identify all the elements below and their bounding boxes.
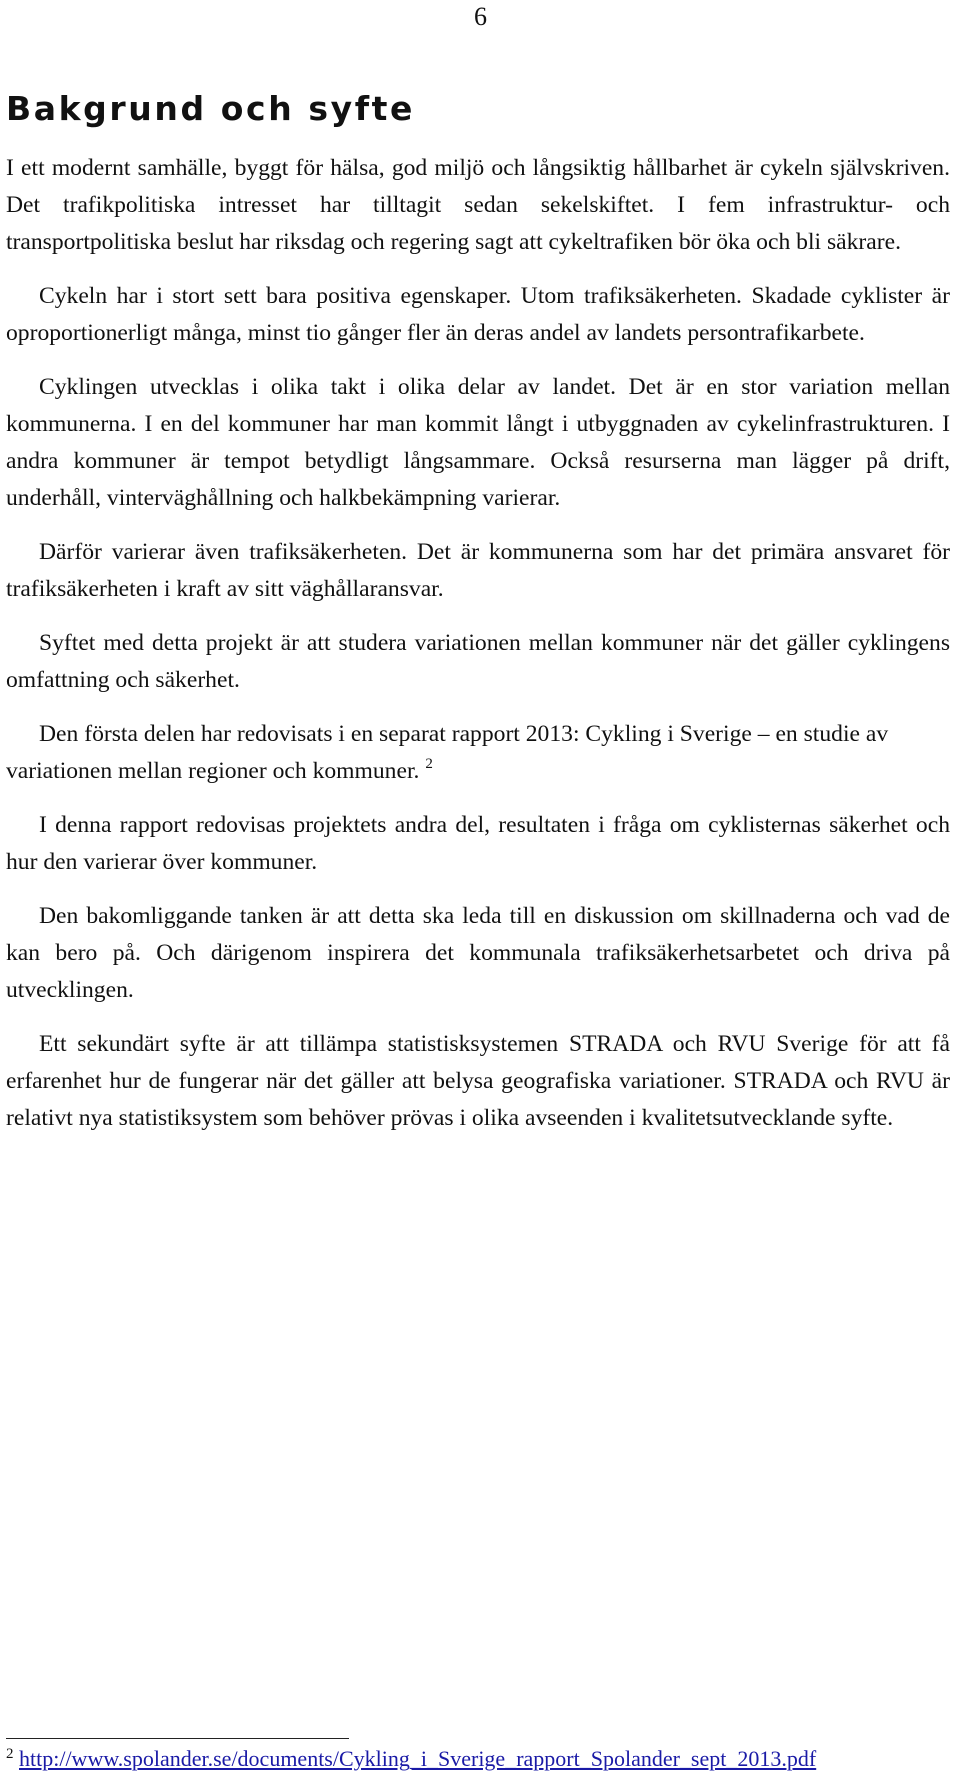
- paragraph-intro: I ett modernt samhälle, byggt för hälsa, god miljö och långsiktig hållbarhet är cykeln självskriven. Det trafikpolitiska intresset har tilltagit sedan sekelskiftet. I fem infrastruktur- och transportpolitiska beslut har riksdag och regering sagt att cykeltrafiken bör öka och bli säkrare.: [6, 155, 950, 255]
- footnote-reference: 2: [425, 756, 433, 772]
- paragraph-variation: Cyklingen utvecklas i olika takt i olika delar av landet. Det är en stor variation mellan kommunerna. I en del kommuner har man kommit långt i utbyggnaden av cykelinfrastrukturen. I andra kommuner är tempot betydligt långsammare. Också resurserna man lägger på drift, underhåll, vinterväghållning och halkbekämpning varierar.: [6, 374, 950, 511]
- paragraph-first-part: [6, 716, 950, 790]
- footnote: [6, 1745, 816, 1773]
- paragraph-this-report: I denna rapport redovisas projektets andra del, resultaten i fråga om cyklisternas säkerhet och hur den varierar över kommuner.: [6, 812, 950, 875]
- body-text: [6, 150, 950, 1154]
- paragraph-first-part-text: Den första delen har redovisats i en separat rapport 2013: Cykling i Sverige – en studie av variationen mellan regioner och kommuner.: [6, 721, 889, 784]
- footnote-link[interactable]: http://www.spolander.se/documents/Cykling_i_Sverige_rapport_Spolander_sept_2013.pdf: [19, 1746, 817, 1771]
- page-number: 6: [474, 2, 487, 31]
- footnote-number: 2: [6, 1746, 14, 1762]
- paragraph-purpose: Syftet med detta projekt är att studera variationen mellan kommuner när det gäller cyklingens omfattning och säkerhet.: [6, 630, 950, 693]
- paragraph-underlying-idea: Den bakomliggande tanken är att detta ska leda till en diskussion om skillnaderna och vad de kan bero på. Och därigenom inspirera det kommunala trafiksäkerhetsarbetet och driva på utvecklingen.: [6, 903, 950, 1003]
- paragraph-cycling-properties: Cykeln har i stort sett bara positiva egenskaper. Utom trafiksäkerheten. Skadade cyklister är oproportionerligt många, minst tio gånger fler än deras andel av landets persontrafikarbete.: [6, 283, 950, 346]
- section-heading: Bakgrund och syfte: [6, 89, 416, 128]
- footnote-divider: [6, 1738, 349, 1739]
- paragraph-secondary-purpose: Ett sekundärt syfte är att tillämpa statistisksystemen STRADA och RVU Sverige för att få erfarenhet hur de fungerar när det gäller att belysa geografiska variationer. STRADA och RVU är relativt nya statistiksystem som behöver prövas i olika avseenden i kvalitetsutvecklande syfte.: [6, 1031, 950, 1131]
- paragraph-traffic-safety: Därför varierar även trafiksäkerheten. Det är kommunerna som har det primära ansvaret för trafiksäkerheten i kraft av sitt väghållaransvar.: [6, 539, 950, 602]
